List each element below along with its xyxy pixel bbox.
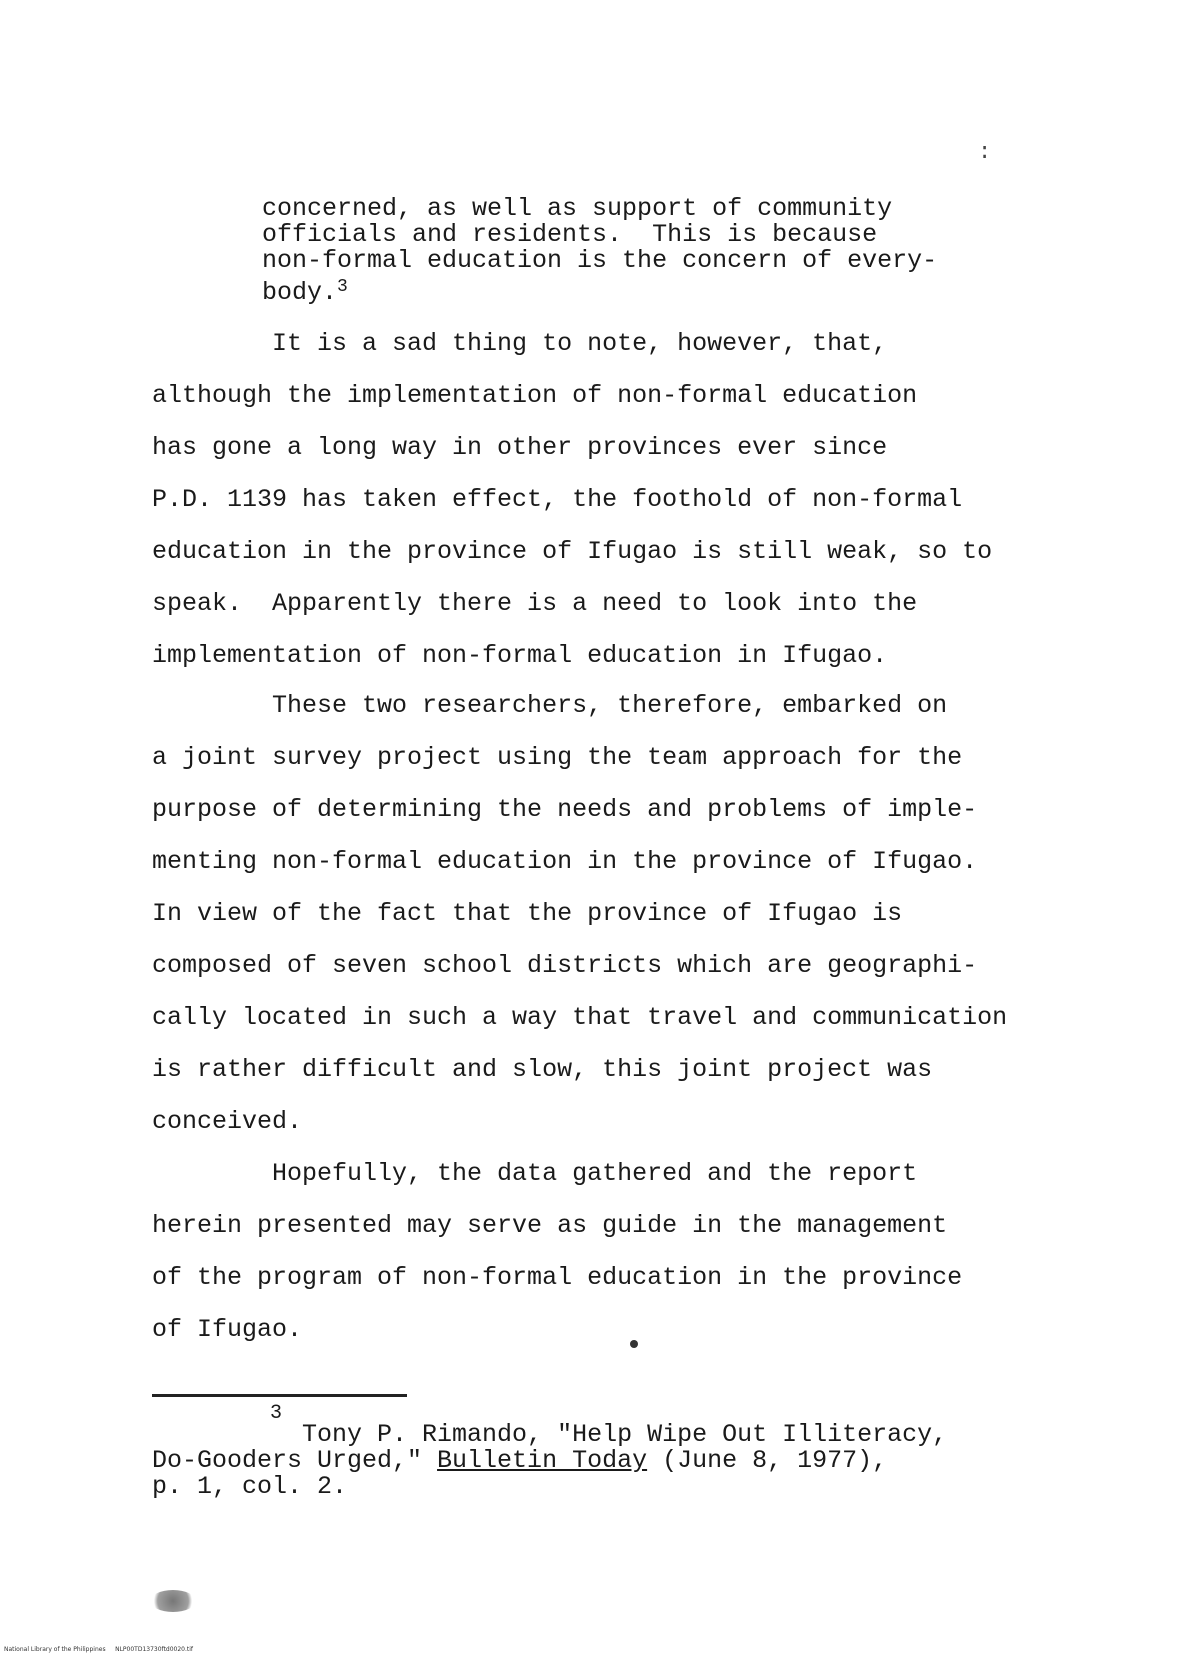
footnote-separator	[152, 1394, 407, 1397]
footnote-line: (June 8, 1977),	[647, 1446, 888, 1475]
quote-line: officials and residents. This is because	[262, 220, 878, 249]
archive-footer: National Library of the Philippines NLP00TD13730ftd0020.tif	[4, 1646, 194, 1653]
footnote-reference: 3	[337, 277, 348, 297]
footnote-line: Do-Gooders Urged,"	[152, 1446, 438, 1475]
text-line: although the implementation of non-formal education	[152, 381, 918, 410]
ink-smudge	[150, 1590, 196, 1612]
text-line: is rather difficult and slow, this joint project was	[152, 1055, 933, 1084]
footnote-line: Tony P. Rimando, "Help Wipe Out Illiteracy,	[152, 1420, 948, 1449]
text-line: menting non-formal education in the province of Ifugao.	[152, 847, 978, 876]
text-line: purpose of determining the needs and problems of imple-	[152, 795, 978, 824]
quote-line: concerned, as well as support of community	[262, 194, 893, 223]
paragraph-1	[152, 318, 1052, 682]
text-line: It is a sad thing to note, however, that,	[152, 329, 888, 358]
publication-title: Bulletin Today	[437, 1446, 648, 1475]
page-marker: :	[978, 140, 992, 165]
text-line: education in the province of Ifugao is still weak, so to	[152, 537, 993, 566]
block-quote	[262, 196, 1022, 306]
text-line: a joint survey project using the team approach for the	[152, 743, 963, 772]
text-line: P.D. 1139 has taken effect, the foothold of non-formal	[152, 485, 963, 514]
text-line: implementation of non-formal education in Ifugao.	[152, 641, 888, 670]
text-line: composed of seven school districts which are geographi-	[152, 951, 978, 980]
text-line: speak. Apparently there is a need to look into the	[152, 589, 918, 618]
footnote-line: p. 1, col. 2.	[152, 1472, 348, 1501]
text-line: conceived.	[152, 1107, 303, 1136]
text-line: herein presented may serve as guide in the management	[152, 1211, 948, 1240]
text-line: of Ifugao.	[152, 1315, 303, 1344]
text-line: has gone a long way in other provinces ever since	[152, 433, 888, 462]
ink-dot	[630, 1340, 638, 1348]
paragraph-3	[152, 1148, 1052, 1356]
paragraph-2	[152, 680, 1052, 1148]
text-line: Hopefully, the data gathered and the report	[152, 1159, 918, 1188]
text-line: of the program of non-formal education in the province	[152, 1263, 963, 1292]
quote-line: non-formal education is the concern of every-	[262, 246, 938, 275]
text-line: These two researchers, therefore, embarked on	[152, 691, 948, 720]
footnote	[152, 1422, 1032, 1500]
quote-line: body.	[262, 278, 338, 307]
footnote-marker: 3	[270, 1402, 283, 1425]
text-line: cally located in such a way that travel and communication	[152, 1003, 1008, 1032]
text-line: In view of the fact that the province of Ifugao is	[152, 899, 903, 928]
